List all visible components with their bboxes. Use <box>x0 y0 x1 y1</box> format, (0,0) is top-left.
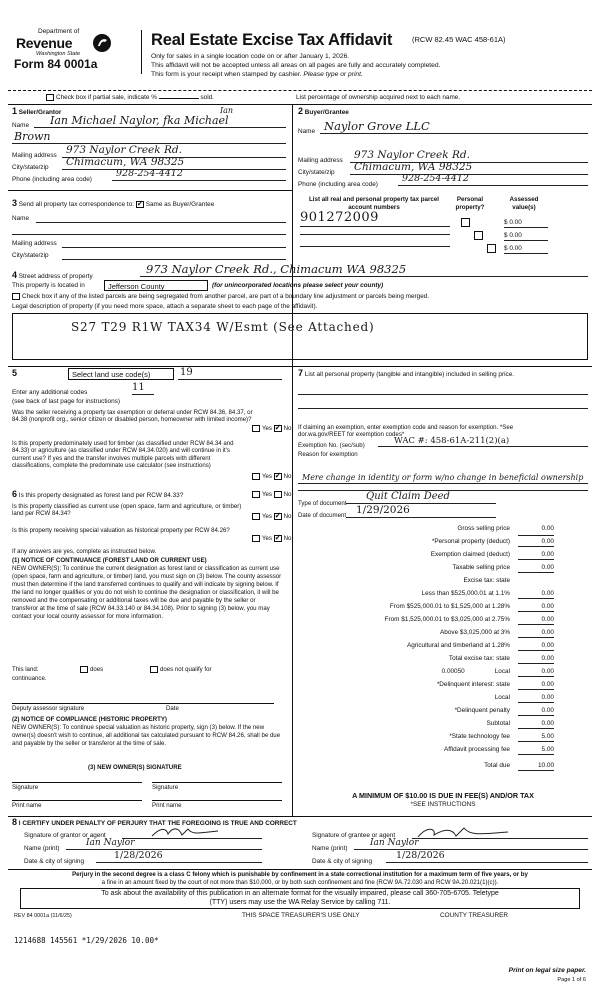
tax-row-exemption <box>298 551 554 560</box>
tax-label: Less than $525,000.01 at 1.1% <box>421 590 510 597</box>
tax-value[interactable]: 0.00 <box>518 681 554 690</box>
tax-label: Taxable selling price <box>452 564 510 571</box>
forest-yes-label: Yes <box>262 491 272 499</box>
sold-label: sold. <box>200 94 214 102</box>
parcel-input-3[interactable] <box>300 246 450 247</box>
dashed-rule <box>8 90 592 91</box>
partial-sale-label: Check box if partial sale, indicate % <box>56 94 157 102</box>
timber-no-checkbox[interactable] <box>274 473 282 480</box>
exemption-yes-no <box>252 425 291 433</box>
open-space-no-label: No <box>283 513 292 521</box>
street-label: Street address of property <box>18 273 93 280</box>
header-line-3 <box>151 71 363 79</box>
doc-type-input[interactable]: Quit Claim Deed <box>346 491 496 504</box>
section3-mailing-input[interactable] <box>62 247 286 248</box>
section3-city-input[interactable] <box>62 259 286 260</box>
tax-label: *Personal property (deduct) <box>431 538 510 545</box>
tax-row-tier2 <box>298 603 554 612</box>
street-address-input[interactable]: 973 Naylor Creek Rd., Chimacum WA 98325 <box>140 262 588 277</box>
seller-name-input-2[interactable]: Brown <box>12 130 286 144</box>
tax-value[interactable]: 0.00 <box>518 694 554 703</box>
form-title: Real Estate Excise Tax Affidavit <box>151 31 393 49</box>
section3-city-label: City/state/zip <box>12 252 49 259</box>
rev-number: REV 84 0001a (11/6/25) <box>14 913 72 919</box>
tax-row-tier4 <box>298 629 554 638</box>
assessed-value-1[interactable]: $ 0.00 <box>504 219 548 228</box>
ada-line-2: (TTY) users may use the WA Relay Service by calling 711. <box>209 898 391 906</box>
ada-box <box>20 888 580 909</box>
tax-label: From $1,525,000.01 to $3,025,000 at 2.75% <box>384 616 510 623</box>
section8-number: 8 <box>12 817 18 827</box>
timber-yes-no <box>252 473 291 481</box>
perjury-line-2: a fine in an amount fixed by the court of not more than $10,000, or by both such confinement and fine (RCW 9A.72.030 and RCW 9A.20.021(1)(c)). <box>101 879 499 886</box>
section3-mailing-label: Mailing address <box>12 240 57 247</box>
segregated-checkbox[interactable] <box>12 293 20 300</box>
section7-heading <box>298 368 550 379</box>
does-label: does <box>90 666 104 674</box>
owner-print-label-2: Print name <box>152 802 182 809</box>
timber-no-label: No <box>283 473 292 481</box>
tax-row-local <box>298 668 554 677</box>
tax-label: *State technology fee <box>449 733 510 740</box>
segregated-label: Check box if any of the listed parcels are being segregated from another parcel, are part of a boundary line adjustment or parcels being merged. <box>22 293 430 301</box>
see-instructions: *SEE INSTRUCTIONS <box>410 801 476 808</box>
assessed-value-3[interactable]: $ 0.00 <box>504 245 548 254</box>
local-rate: 0.00050 <box>441 668 465 675</box>
does-not-option <box>150 666 212 674</box>
tax-row-interest-local <box>298 694 554 703</box>
assessed-header: Assessed value(s) <box>509 196 539 211</box>
land-use-select[interactable]: Select land use code(s) <box>68 368 174 380</box>
open-space-yes-label: Yes <box>262 513 272 521</box>
county-note: (for unincorporated locations please select your county) <box>212 282 384 289</box>
list-pct-note: List percentage of ownership acquired next to each name. <box>296 94 461 101</box>
tax-row-subtotal <box>298 720 554 729</box>
tax-label: Local <box>494 668 510 675</box>
partial-pct-input[interactable] <box>159 98 199 99</box>
same-as-buyer-label: Same as Buyer/Grantee <box>145 201 215 208</box>
seller-phone-input[interactable]: 928-254-4412 <box>112 168 286 181</box>
doc-date-input[interactable]: 1/29/2026 <box>346 504 496 518</box>
open-space-yes-no <box>252 513 291 521</box>
buyer-city-label: City/state/zip <box>298 169 335 176</box>
seller-number: 1 <box>12 106 18 116</box>
this-land-label: This land: <box>12 666 39 673</box>
historical-no-label: No <box>283 535 292 543</box>
grantor-sig-label: Signature of grantor or agent <box>24 832 106 839</box>
forest-no-label: No <box>283 491 292 499</box>
parcel-header: List all real and personal property tax parcel account numbers <box>309 196 439 211</box>
section3-number: 3 <box>12 198 18 208</box>
tax-row-processing-fee <box>298 746 554 755</box>
owner-signature-line-1[interactable] <box>12 782 142 783</box>
exemption-question: Was the seller receiving a property tax exemption or deferral under RCW 84.36, 84.37, or 84.38 (nonprofit org., senior citizen or disabled person, homeowner with limited income)? <box>12 409 253 424</box>
exemption-number-input[interactable]: WAC #: 458-61A-211(2)(a) <box>378 436 588 447</box>
reason-input[interactable]: Mere change in identity or form w/no change in beneficial ownership <box>298 473 588 484</box>
forest-no-checkbox[interactable] <box>274 491 282 498</box>
tax-value[interactable]: 0.00 <box>518 655 554 664</box>
owner-print-line-1[interactable] <box>12 800 142 801</box>
does-not-label: does not qualify for <box>160 666 212 674</box>
section3-name-input[interactable] <box>36 222 286 223</box>
open-space-yes-checkbox[interactable] <box>252 513 260 520</box>
center-divider-bottom <box>292 366 293 816</box>
tax-value[interactable]: 0.00 <box>518 707 554 716</box>
personal-property-input-2[interactable] <box>298 408 588 409</box>
personal-checkbox-3[interactable] <box>487 244 496 253</box>
certify-text: I CERTIFY UNDER PENALTY OF PERJURY THAT THE FOREGOING IS TRUE AND CORRECT <box>18 820 297 827</box>
tax-row-taxable <box>298 564 554 573</box>
tax-label: Total due <box>484 762 510 769</box>
buyer-mailing-input[interactable]: 973 Naylor Creek Rd. <box>350 149 588 163</box>
tax-calculation <box>298 525 554 695</box>
grantee-date-input[interactable]: 1/28/2026 <box>386 850 588 863</box>
section3-heading <box>12 198 214 209</box>
parcel-input-2[interactable] <box>300 234 450 235</box>
section4-number: 4 <box>12 270 18 280</box>
tax-row-interest-state <box>298 681 554 690</box>
continuance-label: continuance. <box>12 675 47 682</box>
assessed-value-2[interactable]: $ 0.00 <box>504 232 548 241</box>
tax-row-personal <box>298 538 554 547</box>
minimum-due: A MINIMUM OF $10.00 IS DUE IN FEE(S) AND/OR TAX <box>352 791 534 800</box>
seller-mailing-label: Mailing address <box>12 152 57 159</box>
grantor-name-input[interactable]: Ian Naylor <box>66 838 262 850</box>
personal-checkbox-2[interactable] <box>474 231 483 240</box>
does-checkbox[interactable] <box>80 666 88 673</box>
section3-name-input-2[interactable] <box>12 234 286 235</box>
tax-label: Local <box>494 694 510 701</box>
tax-row-total-state <box>298 655 554 664</box>
tax-label: From $525,000.01 to $1,525,000 at 1.28% <box>389 603 510 610</box>
tax-row-agri <box>298 642 554 651</box>
tax-label: Total excise tax: state <box>448 655 510 662</box>
tax-value[interactable]: 0.00 <box>518 564 554 573</box>
form-citation: (RCW 82.45 WAC 458-61A) <box>412 35 506 44</box>
tax-label: *Delinquent penalty <box>454 707 510 714</box>
tax-row-gross <box>298 525 554 536</box>
personal-checkbox-1[interactable] <box>461 218 470 227</box>
seller-city-input[interactable]: Chimacum, WA 98325 <box>62 156 286 170</box>
historical-no-checkbox[interactable] <box>274 535 282 542</box>
tax-value[interactable]: 0.00 <box>518 525 554 536</box>
header-line-1: Only for sales in a single location code on or after January 1, 2026. <box>151 53 350 60</box>
exemption-yes-checkbox[interactable] <box>252 425 260 432</box>
tax-value[interactable]: 0.00 <box>518 668 554 677</box>
buyer-phone-input[interactable]: 928-254-4412 <box>398 173 588 186</box>
page-number: Page 1 of 6 <box>557 977 586 983</box>
land-use-code-input[interactable]: 19 <box>178 367 282 380</box>
timber-yes-checkbox[interactable] <box>252 473 260 480</box>
timber-question: Is this property predominately used for timber (as classified under RCW 84.34 and 84.33) or agriculture (as classified under RCW 84.34.020) and will continue in it's current use? If yes and the transfer involves multiple parcels with different classifications, complete the predominate use calculator (see instructions) <box>12 440 234 470</box>
tax-label: Above $3,025,000 at 3% <box>440 629 510 636</box>
notice2-body: NEW OWNER(S): To continue special valuation as historic property, sign (3) below. If the new owner(s) doesn't wish to continue, all additional tax calculated pursuant to RCW 84.26, shall be due and payable by the seller or transferor at the time of sale. <box>12 724 281 747</box>
revenue-wordmark: Revenue <box>16 35 73 51</box>
forest-yes-checkbox[interactable] <box>252 491 260 498</box>
tax-value[interactable]: 0.00 <box>518 642 554 651</box>
department-label: Department of <box>38 28 80 35</box>
does-option <box>80 666 103 674</box>
header-line-2: This affidavit will not be accepted unless all areas on all pages are fully and accurately completed. <box>151 62 441 69</box>
see-back-note: (see back of last page for instructions) <box>12 398 120 405</box>
form-number: Form 84 0001a <box>14 57 98 71</box>
notice1-title: (1) NOTICE OF CONTINUANCE (FOREST LAND OR CURRENT USE) <box>12 557 207 564</box>
historical-yes-checkbox[interactable] <box>252 535 260 542</box>
legal-description-box[interactable] <box>12 313 588 360</box>
legal-label: Legal description of property (if you need more space, attach a separate sheet to each page of the affidavit). <box>12 303 318 310</box>
deputy-signature-label: Deputy assessor signature <box>12 705 85 712</box>
tax-label: Subtotal <box>486 720 510 727</box>
parcel-input-1[interactable]: 901272009 <box>300 210 450 227</box>
grantee-sig-label: Signature of grantee or agent <box>312 832 396 839</box>
buyer-heading <box>298 106 349 117</box>
grantor-date-label: Date & city of signing <box>24 858 85 865</box>
additional-codes-input[interactable]: 11 <box>132 382 154 395</box>
tax-label: Exemption claimed (deduct) <box>430 551 510 558</box>
tax-row-tier1 <box>298 590 554 599</box>
answers-instructions: If any answers are yes, complete as instructed below. <box>12 548 157 555</box>
buyer-phone-label: Phone (including area code) <box>298 181 378 188</box>
notice3-title: (3) NEW OWNER(S) SIGNATURE <box>88 764 182 771</box>
owner-print-line-2[interactable] <box>152 800 282 801</box>
historical-question: Is this property receiving special valuation as historical property per RCW 84.26? <box>12 527 230 534</box>
exemption-no-label: No <box>283 425 292 433</box>
segregated-row <box>12 293 429 301</box>
tax-value[interactable]: 0.00 <box>518 616 554 625</box>
forest-yes-no <box>252 491 291 499</box>
forest-question-row <box>12 489 252 500</box>
grantee-name-label: Name (print) <box>312 845 348 852</box>
tax-row-penalty <box>298 707 554 716</box>
historical-yes-no <box>252 535 291 543</box>
treasurer-stamp: 1214688 145561 *1/29/2026 10.00* <box>14 936 159 945</box>
rule-perjury <box>8 869 592 870</box>
claim-text: If claiming an exemption, enter exemption code and reason for exemption. *See dor.wa.gov/REET for exemption codes* <box>298 424 514 439</box>
section7-text: List all personal property (tangible and intangible) included in selling price. <box>304 371 515 378</box>
owner-print-label-1: Print name <box>12 802 42 809</box>
tax-row-tech-fee <box>298 733 554 742</box>
located-label: This property is located in <box>12 282 85 289</box>
owner-signature-label-1: Signature <box>12 784 39 791</box>
same-as-buyer-checkbox[interactable] <box>136 201 144 208</box>
section3-name-label: Name <box>12 215 30 222</box>
additional-codes-label: Enter any additional codes <box>12 389 88 396</box>
perjury-line-1-text: Perjury in the second degree is a class C felony which is punishable by confinement in a state correctional institution for a maximum term of five years, or by <box>72 871 528 878</box>
tax-value[interactable]: 0.00 <box>518 720 554 729</box>
forest-question: Is this property designated as forest land per RCW 84.33? <box>18 492 184 499</box>
doc-date-label: Date of document <box>298 512 347 519</box>
doc-type-label: Type of document <box>298 500 347 507</box>
header-line-3-italic: Please type or print. <box>303 71 363 78</box>
grantor-name-label: Name (print) <box>24 845 60 852</box>
exemption-no-checkbox[interactable] <box>274 425 282 432</box>
section3-text: Send all property tax correspondence to: <box>18 201 134 208</box>
buyer-heading-label: Buyer/Grantee <box>304 109 349 116</box>
tax-value[interactable]: 10.00 <box>518 762 554 771</box>
grantee-name-input[interactable]: Ian Naylor <box>354 838 588 850</box>
partial-sale-row <box>46 94 214 102</box>
rule-seller-bottom <box>8 190 292 191</box>
header-divider <box>141 30 142 74</box>
tax-label: Gross selling price <box>457 525 510 532</box>
tax-row-state-heading: Excise tax: state <box>463 577 510 584</box>
legal-paper-note: Print on legal size paper. <box>508 967 586 974</box>
seller-mailing-input[interactable]: 973 Naylor Creek Rd. <box>62 144 286 158</box>
tax-label: Agricultural and timberland at 1.28% <box>406 642 510 649</box>
rule-top <box>8 104 592 105</box>
seller-phone-label: Phone (including area code) <box>12 176 92 183</box>
owner-signature-line-2[interactable] <box>152 782 282 783</box>
timber-yes-label: Yes <box>262 473 272 481</box>
tax-value[interactable]: 5.00 <box>518 746 554 755</box>
tax-value[interactable]: 5.00 <box>518 733 554 742</box>
buyer-city-input[interactable]: Chimacum, WA 98325 <box>350 161 588 175</box>
buyer-number: 2 <box>298 106 304 116</box>
section6-number: 6 <box>12 489 18 499</box>
personal-header: Personal property? <box>455 196 485 211</box>
treasurer-use: THIS SPACE TREASURER'S USE ONLY <box>242 912 360 919</box>
section5-number: 5 <box>12 368 18 378</box>
tax-label: Affidavit processing fee <box>444 746 510 753</box>
county-select[interactable]: Jefferson County <box>104 280 208 291</box>
county-treasurer: COUNTY TREASURER <box>440 912 508 919</box>
seller-name-input[interactable]: Ian Michael Naylor, fka Michael <box>34 114 286 128</box>
personal-property-input-1[interactable] <box>298 394 588 395</box>
tax-row-tier3 <box>298 616 554 625</box>
historical-yes-label: Yes <box>262 535 272 543</box>
tax-value[interactable]: 0.00 <box>518 551 554 560</box>
legal-description-value: S27 T29 R1W TAX34 W/Esmt (See Attached) <box>71 320 375 334</box>
grantor-date-input[interactable]: 1/28/2026 <box>96 850 262 863</box>
seller-heading-label: Seller/Grantor <box>18 109 62 116</box>
exemption-no-label: Exemption No. (sec/sub) <box>298 442 365 449</box>
tax-row-total-due <box>298 762 554 771</box>
buyer-name-input[interactable]: Naylor Grove LLC <box>320 119 588 134</box>
owner-signature-label-2: Signature <box>152 784 179 791</box>
buyer-mailing-label: Mailing address <box>298 157 343 164</box>
notice2-title: (2) NOTICE OF COMPLIANCE (HISTORIC PROPERTY) <box>12 716 167 723</box>
does-not-checkbox[interactable] <box>150 666 158 673</box>
seller-name-insert: Ian <box>220 106 234 115</box>
open-space-question: Is this property classified as current use (open space, farm and agriculture, or timber) land per RCW 84.34? <box>12 503 242 518</box>
state-label: Washington State <box>36 51 81 57</box>
section4-street-label <box>12 270 93 281</box>
seller-name-label: Name <box>12 122 30 129</box>
grantee-date-label: Date & city of signing <box>312 858 373 865</box>
seller-city-label: City/state/zip <box>12 164 49 171</box>
deputy-signature-line[interactable] <box>12 703 274 704</box>
header-line-3-text: This form is your receipt when stamped by cashier. <box>151 71 304 78</box>
tax-value[interactable]: 0.00 <box>518 538 554 547</box>
buyer-name-label: Name <box>298 128 316 135</box>
open-space-no-checkbox[interactable] <box>274 513 282 520</box>
partial-sale-checkbox[interactable] <box>46 94 54 101</box>
tax-value[interactable]: 0.00 <box>518 629 554 638</box>
exemption-yes-label: Yes <box>262 425 272 433</box>
perjury-line-1 <box>8 871 592 878</box>
dor-circle-icon <box>92 33 112 53</box>
reason-label: Reason for exemption <box>298 451 358 458</box>
tax-label: *Delinquent interest: state <box>436 681 510 688</box>
section7-number: 7 <box>298 368 304 378</box>
rule-middle <box>8 366 592 367</box>
deputy-date-label: Date <box>166 705 179 712</box>
tax-value[interactable]: 0.00 <box>518 603 554 612</box>
notice1-body: NEW OWNER(S): To continue the current designation as forest land or classification as current use (open space, farm and agriculture, or timber) land, you must sign on (3) below. The county assessor must then determine if the land transferred continues to qualify and will indicate by signing below. If the land no longer qualifies or you do not wish to continue the designation or classification, it will be removed and the compensating or additional taxes will be due and payable by the seller or transferor at the time of sale (RCW 84.33.140 or 84.34.108). Prior to signing (3) below, you may contact your local county assessor for more information. <box>12 565 282 620</box>
tax-value[interactable]: 0.00 <box>518 590 554 599</box>
ada-line-1: To ask about the availability of this publication in an alternate format for the visually impaired, please call 360-705-6705. Teletype <box>101 890 499 897</box>
